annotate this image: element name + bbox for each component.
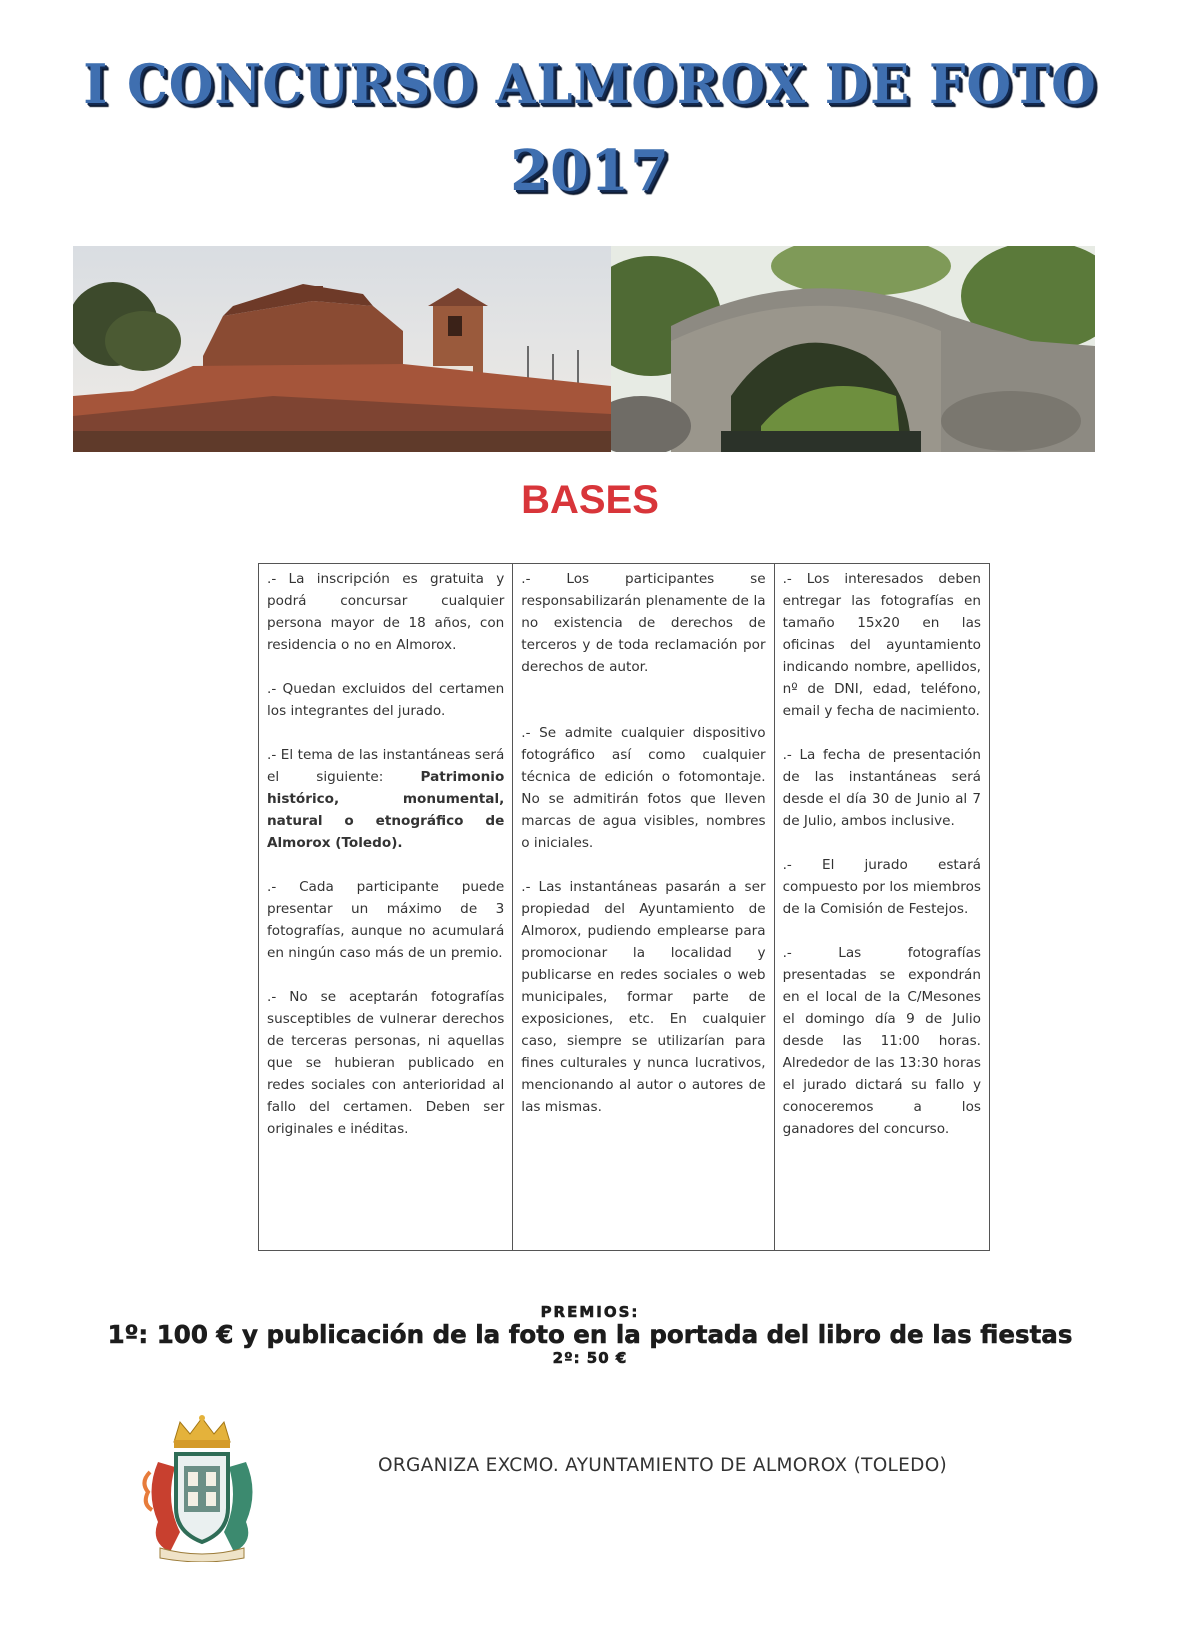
coat-of-arms-icon [140, 1412, 264, 1562]
rule-theme-bold: Patrimonio histórico, monumental, natural o etnográfico de Almorox (Toledo). [267, 769, 505, 851]
rules-column-2 [512, 564, 773, 1250]
rule-paragraph: .- Las instantáneas pasarán a ser propiedad del Ayuntamiento de Almorox, pudiendo emplearse para promocionar la localidad y publicarse en redes sociales o web municipales, formar parte de exposiciones, etc. En cualquier caso, siempre se utilizarían para fines culturales y nunca lucrativos, mencionando al autor o autores de las mismas. [521, 879, 766, 1115]
rule-paragraph: .- Quedan excluidos del certamen los integrantes del jurado. [267, 681, 505, 719]
second-prize: 2º: 50 € [552, 1349, 628, 1367]
bases-heading: BASES [521, 478, 659, 522]
poster-year: 2017 [510, 138, 670, 204]
bridge-photo [611, 246, 1095, 452]
rule-paragraph: .- La fecha de presentación de las instantáneas será desde el día 30 de Junio al 7 de Julio, ambos inclusive. [782, 747, 981, 829]
rule-paragraph: .- La inscripción es gratuita y podrá concursar cualquier persona mayor de 18 años, con residencia o no en Almorox. [267, 571, 505, 653]
rule-paragraph: .- El tema de las instantáneas será el siguiente: Patrimonio histórico, monumental, natural o etnográfico de Almorox (Toledo). [267, 747, 505, 851]
rule-paragraph: .- Se admite cualquier dispositivo fotográfico así como cualquier técnica de edición o fotomontaje. No se admitirán fotos que lleven marcas de agua visibles, nombres o iniciales. [521, 725, 766, 851]
prizes-heading: PREMIOS: [540, 1303, 640, 1321]
rule-paragraph: .- No se aceptarán fotografías susceptibles de vulnerar derechos de terceras personas, ni aquellas que se hubieran publicado en redes sociales con anterioridad al fallo del certamen. Deben ser originales e inéditas. [267, 989, 505, 1137]
organizer-text: ORGANIZA EXCMO. AYUNTAMIENTO DE ALMOROX (TOLEDO) [378, 1455, 948, 1476]
rule-paragraph: .- Los participantes se responsabilizarán plenamente de la no existencia de derechos de terceros y de toda reclamación por derechos de autor. [521, 571, 766, 675]
first-prize: 1º: 100 € y publicación de la foto en la portada del libro de las fiestas [107, 1320, 1073, 1349]
rules-table [258, 563, 990, 1251]
church-photo [73, 246, 611, 452]
rules-column-3 [774, 564, 989, 1250]
poster-title: I CONCURSO ALMOROX DE FOTO [83, 52, 1097, 116]
rule-paragraph: .- Cada participante puede presentar un máximo de 3 fotografías, aunque no acumulará en ningún caso más de un premio. [267, 879, 505, 961]
rule-paragraph: .- Las fotografías presentadas se expondrán en el local de la C/Mesones el domingo día 9 de Julio desde las 11:00 horas. Alrededor de las 13:30 horas el jurado dictará su fallo y conoceremos a los ganadores del concurso. [782, 945, 981, 1137]
rule-paragraph: .- Los interesados deben entregar las fotografías en tamaño 15x20 en las oficinas del ayuntamiento indicando nombre, apellidos, nº de DNI, edad, teléfono, email y fecha de nacimiento. [782, 571, 981, 719]
rules-column-1 [259, 564, 512, 1250]
rule-paragraph: .- El jurado estará compuesto por los miembros de la Comisión de Festejos. [782, 857, 981, 917]
